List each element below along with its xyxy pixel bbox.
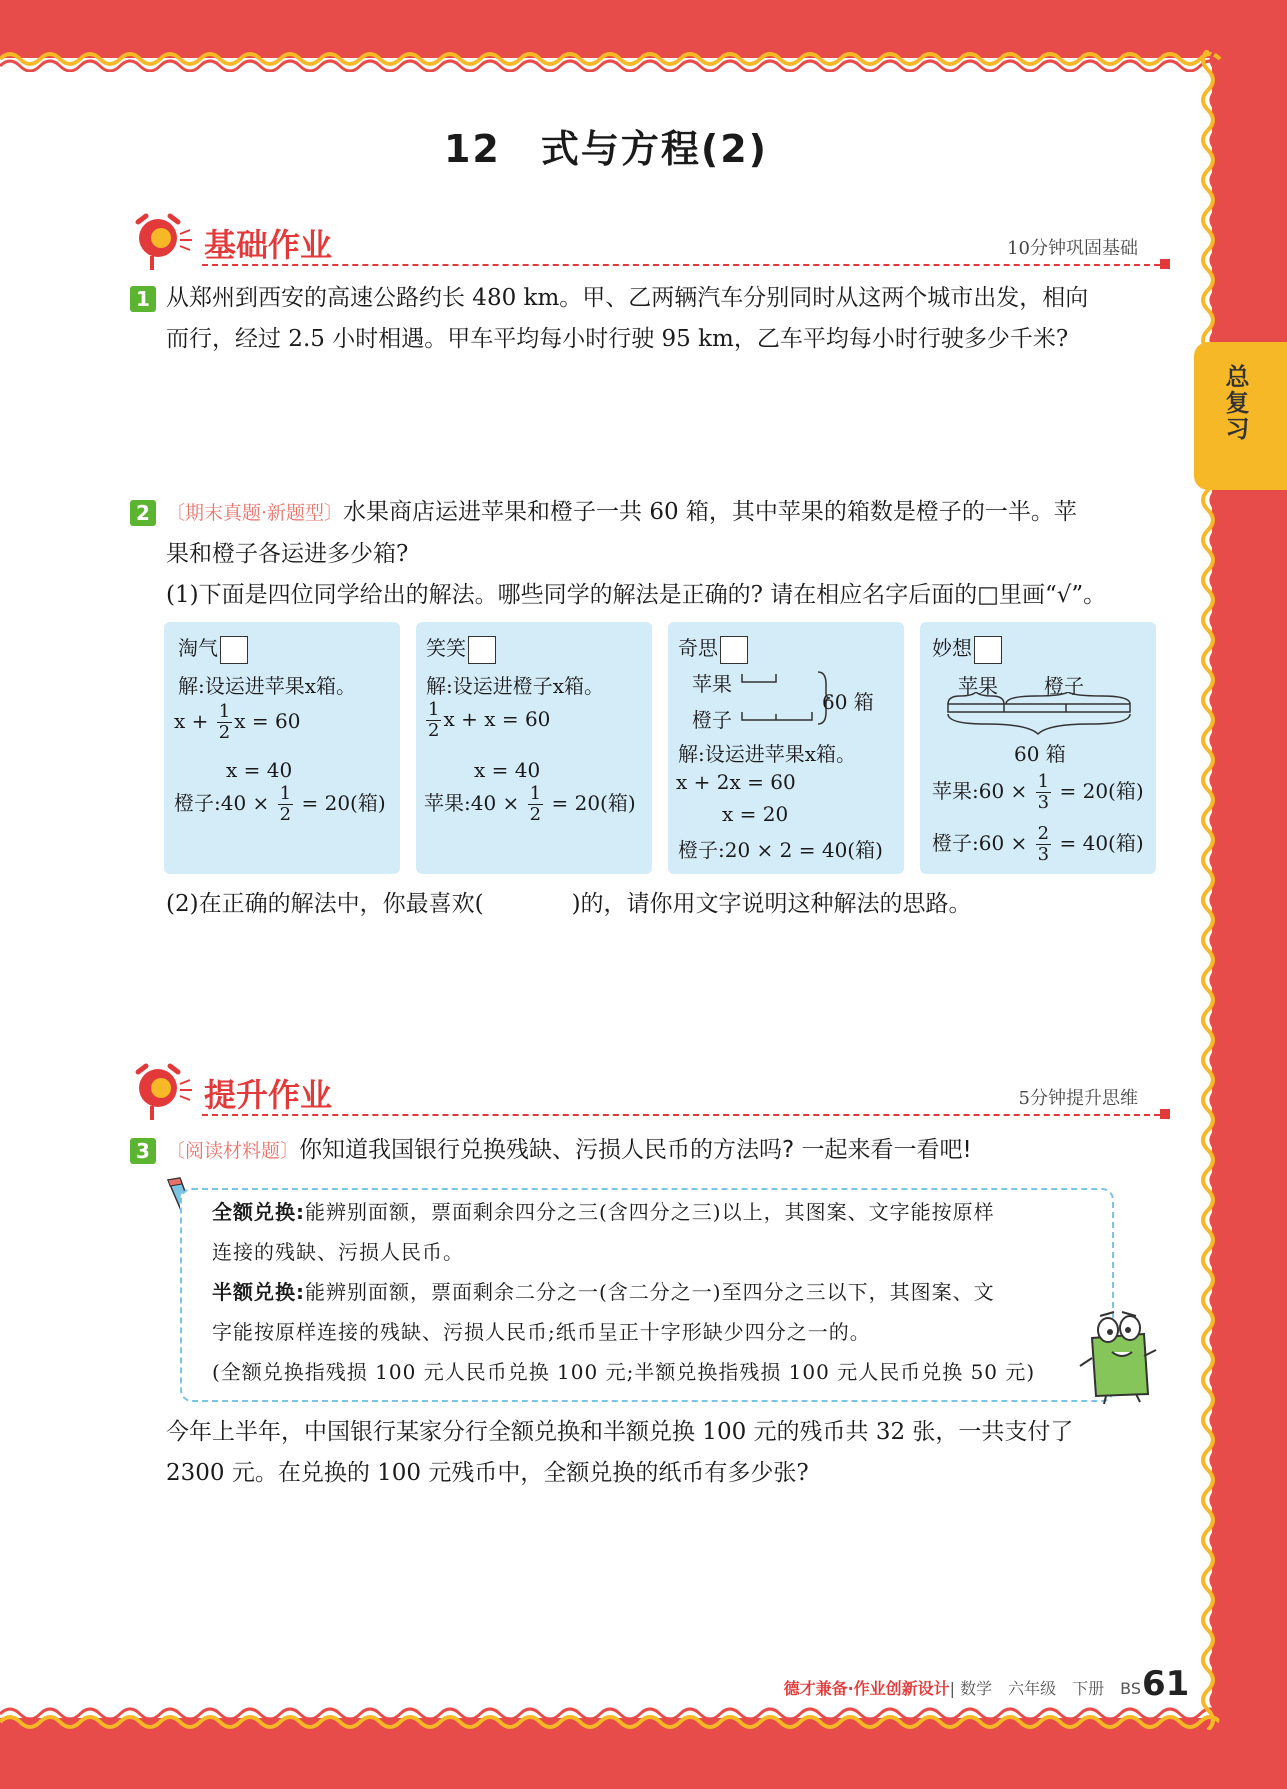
- question-number: 2: [130, 500, 156, 526]
- section-divider-end: [1160, 259, 1170, 269]
- section-subtitle: 5分钟提升思维: [1018, 1088, 1138, 1109]
- question-1: [166, 278, 1172, 360]
- question-3-intro: 〔阅读材料题〕你知道我国银行兑换残缺、污损人民币的方法吗? 一起来看一看吧!: [166, 1137, 972, 1163]
- section-subtitle: 10分钟巩固基础: [1007, 238, 1138, 259]
- wavy-border-bottom: [0, 1706, 1230, 1732]
- solution-name: 笑笑: [426, 632, 496, 664]
- wavy-border-top: [0, 46, 1230, 72]
- side-tab-label: 总复习: [1221, 364, 1249, 442]
- question-3-line2: 2300 元。在兑换的 100 元残币中，全额兑换的纸币有多少张?: [166, 1460, 809, 1486]
- question-2-sub2: (2)在正确的解法中，你最喜欢( )的，请你用文字说明这种解法的思路。: [166, 891, 972, 917]
- answer-checkbox[interactable]: [720, 636, 748, 664]
- question-3-line1: 今年上半年，中国银行某家分行全额兑换和半额兑换 100 元的残币共 32 张，一共支付了: [166, 1419, 1074, 1445]
- solution-name: 淘气: [178, 632, 248, 664]
- section-divider: [202, 264, 1170, 266]
- question-2-line2: 果和橙子各运进多少箱?: [166, 541, 409, 567]
- answer-checkbox[interactable]: [220, 636, 248, 664]
- section-header-advanced: [130, 1062, 1170, 1122]
- solution-equation: x + $\frac{1}{2}$ x = 60: [174, 701, 301, 743]
- solution-equation: x + 2x = 60: [676, 770, 796, 794]
- section-divider-end: [1160, 1109, 1170, 1119]
- solution-line: x = 40: [474, 758, 541, 782]
- solution-answer: 苹果:60 × $\frac{1}{3}$ = 20(箱): [932, 771, 1144, 813]
- page-number: 61: [1142, 1664, 1190, 1704]
- answer-checkbox[interactable]: [974, 636, 1002, 664]
- diagram-label-orange: 橙子: [692, 708, 732, 732]
- question-1-line1: 从郑州到西安的高速公路约长 480 km。甲、乙两辆汽车分别同时从这两个城市出发，相向: [166, 285, 1089, 311]
- solution-box-xiaoxiao: [416, 622, 652, 874]
- question-number: 3: [130, 1138, 156, 1164]
- question-2: [166, 492, 1172, 616]
- segment-diagram: [740, 670, 830, 726]
- solution-name: 奇思: [678, 632, 748, 664]
- reading-material-box: [180, 1188, 1114, 1402]
- alarm-clock-icon: [130, 212, 200, 274]
- section-header-basic: [130, 212, 1170, 272]
- segment-diagram: [946, 692, 1132, 742]
- alarm-clock-icon: [130, 1062, 200, 1124]
- question-3-problem: [166, 1412, 1172, 1494]
- footer-book-info: 德才兼备·作业创新设计| 数学 六年级 下册 BS: [783, 1679, 1141, 1698]
- question-tag: 〔阅读材料题〕: [166, 1140, 300, 1162]
- solution-line: x = 20: [722, 802, 789, 826]
- question-2-line1: 〔期末真题·新题型〕水果商店运进苹果和橙子一共 60 箱，其中苹果的箱数是橙子的一半。苹: [166, 499, 1077, 525]
- section-title: 基础作业: [204, 226, 333, 264]
- question-1-line2: 而行，经过 2.5 小时相遇。甲车平均每小时行驶 95 km，乙车平均每小时行驶多少千米?: [166, 326, 1069, 352]
- solution-box-qisi: [668, 622, 904, 874]
- wavy-border-right: [1200, 50, 1226, 1730]
- question-tag: 〔期末真题·新题型〕: [166, 502, 344, 524]
- side-tab-review[interactable]: [1194, 342, 1287, 490]
- section-divider: [202, 1114, 1170, 1116]
- solution-line: 解:设运进橙子x箱。: [426, 674, 605, 698]
- question-2-sub1: (1)下面是四位同学给出的解法。哪些同学的解法是正确的? 请在相应名字后面的□里画“√”。: [166, 582, 1107, 608]
- question-number: 1: [130, 286, 156, 312]
- solution-box-miaoxiang: [920, 622, 1156, 874]
- exchange-note: (全额兑换指残损 100 元人民币兑换 100 元;半额兑换指残损 100 元人民币兑换 50 元): [212, 1360, 1036, 1384]
- diagram-total: 60 箱: [822, 690, 874, 714]
- full-exchange-line1: 全额兑换:能辨别面额，票面剩余四分之三(含四分之三)以上，其图案、文字能按原样: [212, 1200, 995, 1224]
- answer-checkbox[interactable]: [468, 636, 496, 664]
- half-exchange-line1: 半额兑换:能辨别面额，票面剩余二分之一(含二分之一)至四分之三以下，其图案、文: [212, 1280, 995, 1304]
- diagram-label-apple: 苹果: [692, 672, 732, 696]
- solution-line: 解:设运进苹果x箱。: [178, 674, 357, 698]
- solution-answer: 橙子:60 × $\frac{2}{3}$ = 40(箱): [932, 823, 1144, 865]
- section-title: 提升作业: [204, 1076, 333, 1114]
- solution-line: 解:设运进苹果x箱。: [678, 742, 857, 766]
- diagram-total: 60 箱: [1014, 742, 1066, 766]
- solution-name: 妙想: [932, 632, 1002, 664]
- solution-answer: 橙子:20 × 2 = 40(箱): [678, 838, 883, 862]
- full-exchange-line2: 连接的残缺、污损人民币。: [212, 1240, 464, 1264]
- solution-answer: 橙子:40 × $\frac{1}{2}$ = 20(箱): [174, 783, 386, 825]
- diagram-label-apple: 苹果: [958, 674, 998, 698]
- half-exchange-line2: 字能按原样连接的残缺、污损人民币;纸币呈正十字形缺少四分之一的。: [212, 1320, 871, 1344]
- solution-box-taoqi: [164, 622, 400, 874]
- solution-line: x = 40: [226, 758, 293, 782]
- cartoon-character-icon: [1078, 1308, 1158, 1404]
- solution-equation: $\frac{1}{2}$ x + x = 60: [428, 699, 551, 741]
- diagram-label-orange: 橙子: [1044, 674, 1084, 698]
- page-title: 12 式与方程(2): [443, 127, 769, 171]
- solution-answer: 苹果:40 × $\frac{1}{2}$ = 20(箱): [424, 783, 636, 825]
